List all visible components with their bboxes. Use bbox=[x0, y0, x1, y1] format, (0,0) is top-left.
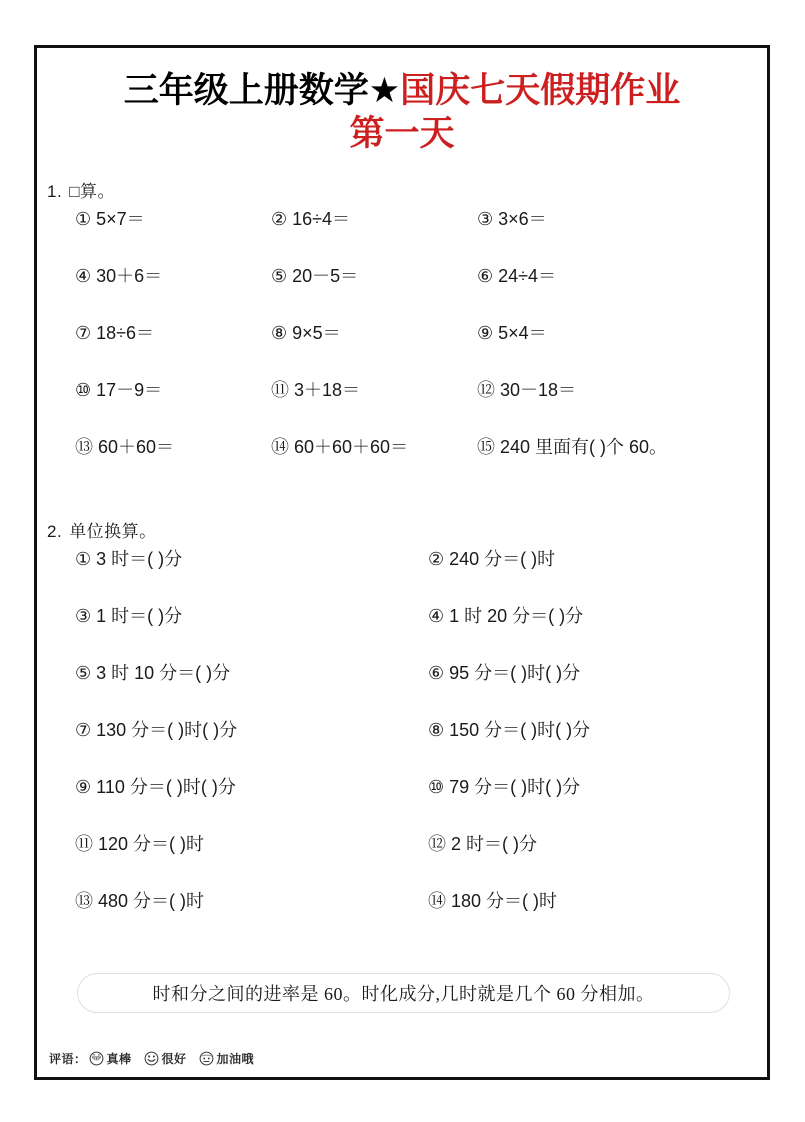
problem-row bbox=[37, 607, 767, 664]
problem-item[interactable]: ⑩ 17－9＝ bbox=[75, 379, 163, 400]
rating-label: 很好 bbox=[161, 1052, 187, 1066]
problem-item[interactable]: ⑦ 18÷6＝ bbox=[75, 322, 155, 343]
teacher-comment-row bbox=[49, 1050, 266, 1067]
tip-note-text: 时和分之间的进率是 60。时化成分,几时就是几个 60 分相加。 bbox=[152, 984, 655, 1004]
section-1-title: □算。 bbox=[69, 181, 115, 201]
problem-item[interactable]: ⑤ 20－5＝ bbox=[271, 265, 359, 286]
problem-item[interactable]: ③ 3×6＝ bbox=[477, 208, 547, 229]
problem-row bbox=[37, 550, 767, 607]
problem-item[interactable]: ⑧ 9×5＝ bbox=[271, 322, 341, 343]
section-2-problems bbox=[37, 550, 767, 949]
problem-row bbox=[37, 210, 767, 267]
problem-row bbox=[37, 664, 767, 721]
problem-item[interactable]: ⑬ 60＋60＝ bbox=[75, 436, 175, 457]
section-2-title: 单位换算。 bbox=[69, 521, 157, 541]
problem-item[interactable]: ⑥ 95 分＝( )时( )分 bbox=[428, 662, 581, 683]
problem-row bbox=[37, 721, 767, 778]
problem-item[interactable]: ⑥ 24÷4＝ bbox=[477, 265, 557, 286]
problem-item[interactable]: ③ 1 时＝( )分 bbox=[75, 605, 183, 626]
section-1-problems bbox=[37, 210, 767, 495]
grin-face-icon bbox=[89, 1051, 104, 1066]
tip-note-box bbox=[77, 973, 730, 1013]
problem-item[interactable]: ⑭ 180 分＝( )时 bbox=[428, 890, 558, 911]
problem-item[interactable]: ⑧ 150 分＝( )时( )分 bbox=[428, 719, 591, 740]
problem-row bbox=[37, 892, 767, 949]
problem-row bbox=[37, 835, 767, 892]
problem-item[interactable]: ⑭ 60＋60＋60＝ bbox=[271, 436, 409, 457]
section-1-number: 1. bbox=[47, 181, 63, 201]
problem-item[interactable]: ⑨ 5×4＝ bbox=[477, 322, 547, 343]
section-2-heading bbox=[47, 517, 767, 542]
rating-label: 真棒 bbox=[106, 1052, 132, 1066]
title-line-2: 第一天 bbox=[349, 114, 455, 154]
problem-item[interactable]: ⑪ 120 分＝( )时 bbox=[75, 833, 205, 854]
problem-item[interactable]: ② 16÷4＝ bbox=[271, 208, 351, 229]
problem-row bbox=[37, 381, 767, 438]
section-1-heading bbox=[47, 177, 767, 202]
problem-row bbox=[37, 267, 767, 324]
problem-item[interactable]: ⑬ 480 分＝( )时 bbox=[75, 890, 205, 911]
worksheet-title bbox=[37, 48, 767, 155]
problem-item[interactable]: ② 240 分＝( )时 bbox=[428, 548, 556, 569]
problem-item[interactable]: ⑦ 130 分＝( )时( )分 bbox=[75, 719, 238, 740]
rating-label: 加油哦 bbox=[216, 1052, 255, 1066]
problem-item[interactable]: ④ 30＋6＝ bbox=[75, 265, 163, 286]
comment-label: 评语： bbox=[49, 1052, 87, 1066]
problem-item[interactable]: ⑮ 240 里面有( )个 60。 bbox=[477, 436, 668, 457]
problem-item[interactable]: ⑤ 3 时 10 分＝( )分 bbox=[75, 662, 231, 683]
title-line-1 bbox=[37, 70, 767, 111]
neutral-face-icon bbox=[199, 1051, 214, 1066]
problem-item[interactable]: ① 3 时＝( )分 bbox=[75, 548, 183, 569]
problem-row bbox=[37, 778, 767, 835]
rating-option-good[interactable] bbox=[144, 1050, 187, 1067]
problem-item[interactable]: ⑫ 2 时＝( )分 bbox=[428, 833, 538, 854]
smiley-face-icon bbox=[144, 1051, 159, 1066]
worksheet-page bbox=[34, 45, 770, 1080]
problem-item[interactable]: ⑩ 79 分＝( )时( )分 bbox=[428, 776, 581, 797]
title-highlight: 国庆七天假期作业 bbox=[400, 71, 681, 110]
problem-item[interactable]: ④ 1 时 20 分＝( )分 bbox=[428, 605, 584, 626]
section-2-number: 2. bbox=[47, 521, 63, 541]
title-subject: 三年级上册数学★ bbox=[123, 71, 401, 110]
rating-option-excellent[interactable] bbox=[89, 1050, 132, 1067]
problem-item[interactable]: ⑪ 3＋18＝ bbox=[271, 379, 361, 400]
problem-row bbox=[37, 438, 767, 495]
problem-item[interactable]: ① 5×7＝ bbox=[75, 208, 145, 229]
problem-item[interactable]: ⑫ 30－18＝ bbox=[477, 379, 577, 400]
problem-row bbox=[37, 324, 767, 381]
rating-option-keep-going[interactable] bbox=[199, 1050, 255, 1067]
problem-item[interactable]: ⑨ 110 分＝( )时( )分 bbox=[75, 776, 236, 797]
